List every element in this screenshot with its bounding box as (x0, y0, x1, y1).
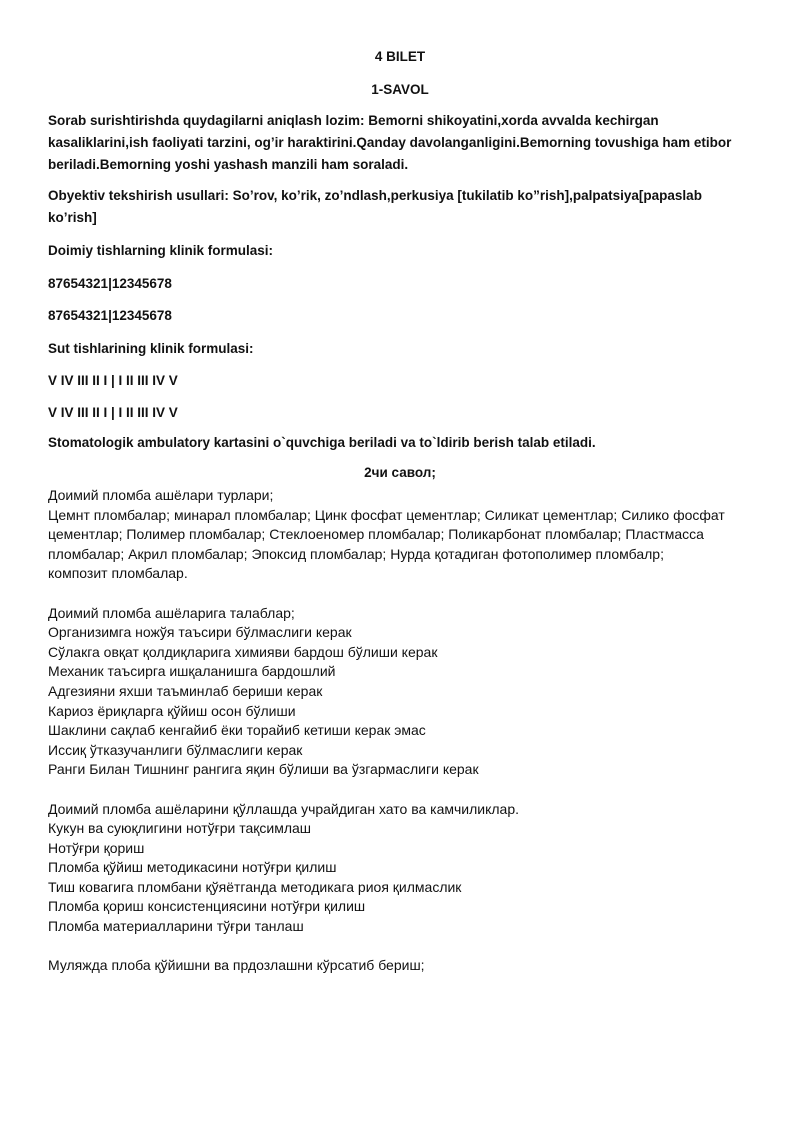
inquiry-paragraph: Sorab surishtirishda quydagilarni aniqlash lozim: Bemorni shikoyatini,xorda avvalda kechirgan kasaliklarini,ish faoliyati tarzini, og’ir haraktirini.Qanday davolanganligini.Bemorning tovushiga ham etibor beriladi.Bemorning yoshi yashash manzili ham soraladi. (48, 113, 732, 172)
body-line: пломбалар; Акрил пломбалар; Эпоксид пломбалар; Нурда қотадиган фотополимер пломбалр; (48, 545, 664, 562)
body-line: цементлар; Полимер пломбалар; Стеклоеномер пломбалар; Поликарбонат пломбалар; Пластмасса (48, 526, 704, 543)
blank-line (48, 584, 758, 604)
body-line: Организимга ножўя таъсири бўлмаслиги керак (48, 624, 352, 641)
ticket-title: 4 BILET (374, 49, 426, 64)
milk-teeth-title: Sut tishlarining klinik formulasi: (48, 341, 254, 356)
permanent-formula-lower: 87654321|12345678 (48, 308, 172, 323)
body-line: Шаклини сақлаб кенгайиб ёки торайиб кетиши керак эмас (48, 722, 426, 739)
body-line: композит пломбалар. (48, 565, 188, 582)
milk-formula-upper: V IV III II I | I II III IV V (48, 373, 178, 388)
blank-line (48, 780, 758, 800)
body-line: Доимий пломба ашёларини қўллашда учрайдиган хато ва камчиликлар. (48, 800, 520, 817)
body-line: Ранги Билан Тишнинг рангига яқин бўлиши ва ўзгармаслиги керак (48, 761, 479, 778)
body-line: Муляжда плоба қўйишни ва прдозлашни кўрсатиб бериш; (48, 957, 425, 974)
question-1-title: 1-SAVOL (371, 82, 429, 97)
question-2-body (48, 486, 758, 976)
permanent-teeth-title: Doimiy tishlarning klinik formulasi: (48, 243, 274, 258)
permanent-formula-upper: 87654321|12345678 (48, 276, 172, 291)
body-line: Механик таъсирга ишқаланишга бардошлий (48, 663, 336, 680)
ambulatory-card-paragraph: Stomatologik ambulatory kartasini o`quvchiga beriladi va to`ldirib berish talab etiladi. (48, 435, 596, 450)
body-line: Пломба қўйиш методикасини нотўғри қилиш (48, 859, 337, 876)
body-line: Пломба қориш консистенциясини нотўғри қилиш (48, 898, 366, 915)
body-line: Доимий пломба ашёлари турлари; (48, 487, 274, 503)
body-line: Кукун ва суюқлигини нотўғри тақсимлаш (48, 820, 312, 837)
body-line: Сўлакга овқат қолдиқларига химияви бардош бўлиши керак (48, 643, 438, 660)
body-line: Цемнт пломбалар; минарал пломбалар; Цинк фосфат цементлар; Силикат цементлар; Силико фосфат (48, 506, 725, 523)
body-line: Иссиқ ўтказучанлиги бўлмаслиги керак (48, 741, 303, 758)
body-line: Адгезияни яхши таъминлаб бериши керак (48, 682, 323, 699)
body-line: Нотўғри қориш (48, 839, 145, 856)
question-2-title: 2чи савол; (364, 465, 436, 480)
body-line: Доимий пломба ашёларига талаблар; (48, 604, 295, 621)
milk-formula-lower: V IV III II I | I II III IV V (48, 405, 178, 420)
objective-methods-paragraph: Obyektiv tekshirish usullari: So’rov, ko’rik, zo’ndlash,perkusiya [tukilatib ko”rish],palpatsiya[papaslab ko’rish] (48, 188, 702, 225)
body-line: Кариоз ёриқларга қўйиш осон бўлиши (48, 702, 296, 719)
body-line: Тиш ковагига пломбани қўяётганда методикага риоя қилмаслик (48, 878, 462, 895)
blank-line (48, 937, 758, 957)
body-line: Пломба материалларини тўғри танлаш (48, 918, 304, 935)
